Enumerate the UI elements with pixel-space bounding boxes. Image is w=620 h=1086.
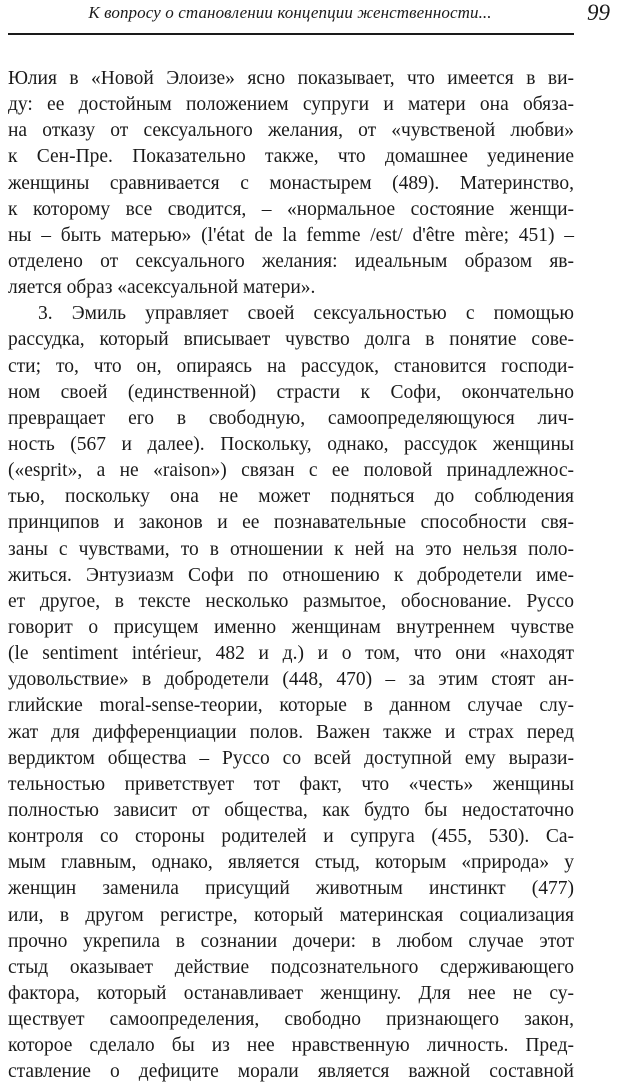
body-text bbox=[8, 66, 574, 1085]
text-line: к Сен-Пре. Показательно также, что домашнее уединение bbox=[8, 146, 574, 168]
text-line: фактора, который останавливает женщину. Для нее не су- bbox=[8, 982, 574, 1004]
text-line: («esprit», а не «raison») связан с ее половой принадлежнос- bbox=[8, 460, 574, 482]
text-line: житься. Энтузиазм Софи по отношению к добродетели име- bbox=[8, 564, 574, 586]
text-line: заны с чувствами, то в отношении к ней на это нельзя поло- bbox=[8, 538, 574, 560]
text-line: которое сделало бы из нее нравственную личность. Пред- bbox=[8, 1035, 574, 1057]
text-line: отделено от сексуального желания: идеальным образом яв- bbox=[8, 250, 574, 272]
text-line: Юлия в «Новой Элоизе» ясно показывает, что имеется в ви- bbox=[8, 68, 574, 89]
text-line: мым главным, однако, является стыд, которым «природа» у bbox=[8, 852, 574, 874]
running-title: К вопросу о становлении концепции женственности... bbox=[88, 3, 492, 22]
text-line: ществует самоопределения, свободно признающего закон, bbox=[8, 1009, 574, 1031]
text-line: сти; то, что он, опираясь на рассудок, становится господи- bbox=[8, 355, 574, 377]
text-line: тельностью приветствует тот факт, что «честь» женщины bbox=[8, 773, 574, 795]
text-line: вердиктом общества – Руссо со всей доступной ему вырази- bbox=[8, 747, 574, 769]
text-line-paragraph-end: ляется образ «асексуальной матери». bbox=[8, 277, 316, 299]
text-line: или, в другом регистре, который материнская социализация bbox=[8, 904, 574, 926]
text-line-paragraph-start: 3. Эмиль управляет своей сексуальностью с помощью bbox=[38, 303, 574, 325]
text-line: принципов и законов и ее познавательные способности свя- bbox=[8, 512, 574, 534]
text-line: к которому все сводится, – «нормальное состояние женщи- bbox=[8, 198, 574, 220]
page-header bbox=[0, 0, 620, 40]
text-line: прочно укрепила в сознании дочери: в любом случае этот bbox=[8, 930, 574, 952]
text-line: ность (567 и далее). Поскольку, однако, рассудок женщины bbox=[8, 433, 574, 455]
text-line: (le sentiment intérieur, 482 и д.) и о том, что они «находят bbox=[8, 643, 574, 665]
text-line: контроля со стороны родителей и супруга (455, 530). Са- bbox=[8, 826, 574, 848]
text-line: говорит о присущем именно женщинам внутреннем чувстве bbox=[8, 616, 574, 638]
header-rule bbox=[8, 33, 574, 35]
text-line: тью, поскольку она не может подняться до соблюдения bbox=[8, 486, 574, 508]
text-line: полностью зависит от общества, как будто бы недостаточно bbox=[8, 799, 574, 821]
text-line: стыд оказывает действие подсознательного сдерживающего bbox=[8, 956, 574, 978]
page-number: 99 bbox=[587, 0, 610, 25]
text-line: на отказу от сексуального желания, от «чувственой любви» bbox=[8, 120, 574, 142]
text-line: ном своей (единственной) страсти к Софи, окончательно bbox=[8, 381, 574, 403]
text-line: ет другое, в тексте несколько размытое, обоснование. Руссо bbox=[8, 590, 574, 612]
text-line: женщин заменила присущий животным инстинкт (477) bbox=[8, 878, 574, 900]
text-line: жат для дифференциации полов. Важен также и страх перед bbox=[8, 721, 574, 743]
text-line: ду: ее достойным положением супруги и матери она обяза- bbox=[8, 94, 574, 116]
text-line: ставление о дефиците морали является важной составной bbox=[8, 1061, 574, 1083]
text-line: ны – быть матерью» (l'état de la femme /est/ d'être mère; 451) – bbox=[8, 224, 574, 246]
text-line: превращает его в свободную, самоопределяющуюся лич- bbox=[8, 407, 574, 429]
text-line: удовольствие» в добродетели (448, 470) – за этим стоят ан- bbox=[8, 669, 574, 691]
text-line: рассудка, который вписывает чувство долга в понятие сове- bbox=[8, 329, 574, 351]
text-line: глийские moral-sense-теории, которые в данном случае слу- bbox=[8, 695, 574, 717]
text-line: женщины сравнивается с монастырем (489). Материнство, bbox=[8, 172, 574, 194]
